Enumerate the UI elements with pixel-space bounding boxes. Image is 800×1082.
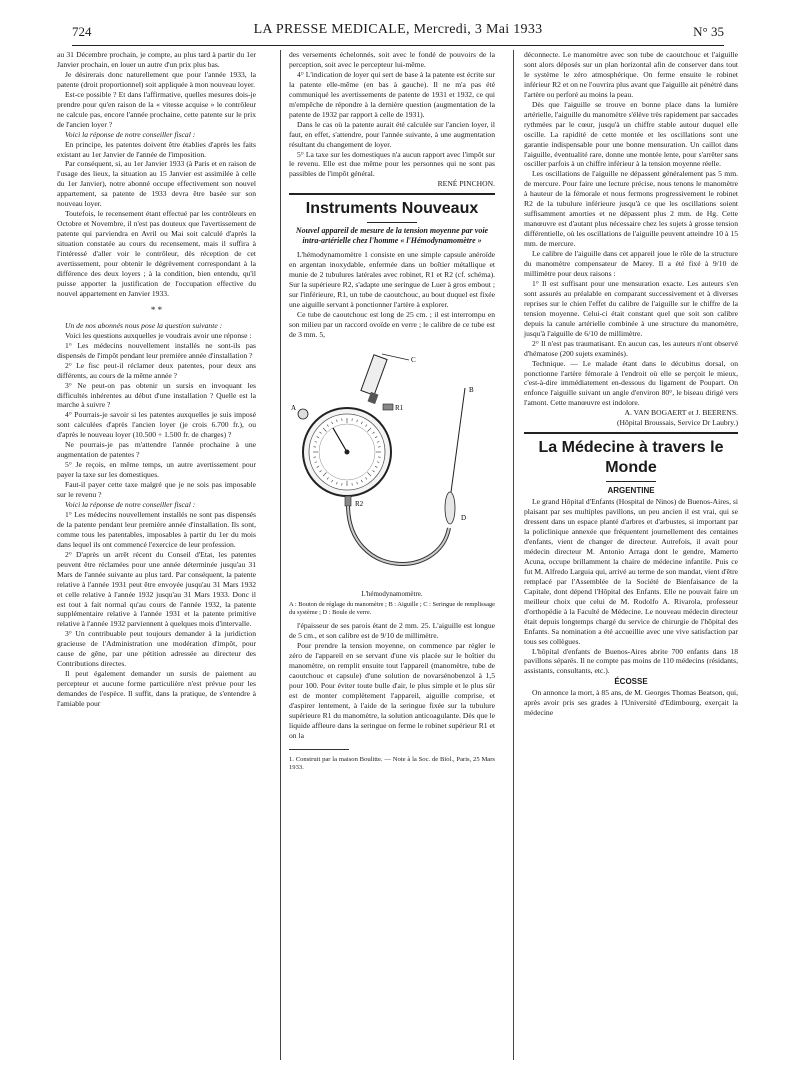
- label-a: A: [291, 403, 297, 412]
- hemodynamometer-figure: [289, 348, 495, 588]
- column-left: [57, 50, 256, 709]
- page-number: 724: [72, 24, 92, 39]
- paragraph: au 31 Décembre prochain, je compte, au plus tard à partir du 1er Janvier prochain, en louer un autre d'un prix plus bas.: [57, 50, 256, 69]
- paragraph: des versements échelonnés, soit avec le fondé de pouvoirs de la perception, soit avec le percepteur lui-même.: [289, 50, 495, 69]
- title-rule: [606, 481, 656, 482]
- country-heading: ÉCOSSE: [614, 677, 648, 687]
- paragraph: Toutefois, le recensement étant effectué par les contrôleurs en Octobre et Novembre, il n'est pas douteux que l'avertissement de patente qui parviendra en Avril ou Mai soit calculé d'après la situation constatée au cours du recensement, mais il suffira à l'intéressé d'aller voir le contrôleur, dès réception de cet avertissement, pour obtenir le dégrèvement correspondant à la différence des deux loyers ; à la condition, bien entendu, qu'il puisse apporter la justification de l'occupation effective du nouvel appartement en Janvier 1933.: [57, 209, 256, 298]
- paragraph: L'hôpital d'enfants de Buenos-Aires abrite 700 enfants dans 18 pavillons séparés. Il ne compte pas moins de 110 médecins (résidants, assistants, consultants, etc.).: [524, 646, 738, 676]
- issue-number: N° 35: [693, 24, 724, 39]
- paragraph: 3° Ne peut-on pas obtenir un sursis en invoquant les difficultés inhérentes au début d'une installation ? Quelle est la marche à suivre ?: [57, 380, 256, 410]
- paragraph: Voici les questions auxquelles je voudrais avoir une réponse :: [65, 330, 252, 340]
- glass-bulb-d: [445, 492, 455, 524]
- paragraph: Faut-il payer cette taxe malgré que je ne sois pas imposable sur le revenu ?: [57, 480, 256, 500]
- paragraph: Pour prendre la tension moyenne, on commence par régler le zéro de l'appareil en se servant d'une vis placée sur le boîtier du manomètre, on remplit ensuite tout l'appareil (manomètre, tube de caoutchouc et capsule) d'une solution de novarsénobenzol à 1,5 pour 100. Pour éviter toute bulle d'air, le plus simple et le plus sûr est de monter complètement l'appareil, aiguille comprise, et d'aspirer lentement, à l'aide de la seringue fixée sur la tubulure supérieure R1 du manomètre, la solution anticoagulante. Dès que le liquide affleure dans la seringue on ferme le robinet supérieur R1 et on la: [289, 641, 495, 740]
- hemodynamometer-drawing: [289, 348, 495, 588]
- column-divider: [513, 50, 514, 1060]
- country-heading: ARGENTINE: [607, 486, 655, 496]
- section-title: Instruments Nouveaux: [305, 200, 479, 218]
- column-middle: [289, 50, 495, 773]
- paragraph: Par conséquent, si, au 1er Janvier 1933 (à Paris et en raison de l'usage des lieux, la situation au 15 Janvier est assimilée à celle du 1er Janvier), notre abonné occupe effectivement son nouvel appartement, sa patente de 1933 devra être basée sur son nouveau loyer.: [57, 159, 256, 209]
- section-separator: * *: [150, 304, 163, 315]
- journal-title: LA PRESSE MEDICALE, Mercredi, 3 Mai 1933: [253, 22, 543, 37]
- paragraph: Technique. — Le malade étant dans le décubitus dorsal, on ponctionne l'artère fémorale à l'endroit où elle se perçoit le mieux, c'est-à-dire immédiatement en-dessous du ligament de Poupart. On enfonce l'aiguille suivant un angle d'environ 80°, le biseau dirigé vers l'amont. Cette manœuvre est indolore.: [524, 358, 738, 408]
- paragraph: Il peut également demander un sursis de paiement au percepteur et aucune forme particulière n'est prévue pour les demandes de l'espèce. Il suffit, dans la pratique, de s'entendre à l'amiable pour: [57, 669, 256, 709]
- paragraph: 2° D'après un arrêt récent du Conseil d'Etat, les patentes peuvent être réclamées pour une année déterminée jusqu'au 31 Mars de l'année suivante au plus tard. Par conséquent, la patente relative à l'année 1931 peut être envoyée jusqu'au 31 Mars 1932 et celle relative à l'année 1932 jusqu'au 31 Mars 1933. Donc il est tout à fait normal qu'au cours de l'année 1932, la patente supplémentaire relative à l'année 1931 et la patente primitive relative à l'année 1932 parviennent à quelques mois d'intervalle.: [57, 549, 256, 629]
- paragraph: Ce tube de caoutchouc est long de 25 cm. ; il est interrompu en son milieu par un raccord ovoïde en verre ; le calibre de ce tube est de 3 mm. 5,: [289, 310, 495, 339]
- rubber-tube: [348, 506, 449, 564]
- page-header: [72, 22, 724, 44]
- title-rule: [367, 222, 417, 223]
- paragraph: Voici la réponse de notre conseiller fiscal :: [65, 499, 196, 509]
- column-divider: [280, 50, 281, 1060]
- column-right: [524, 50, 738, 718]
- label-r2: R2: [355, 499, 364, 508]
- paragraph: Les oscillations de l'aiguille ne dépassent généralement pas 5 mm. de mercure. Pour faire une lecture précise, nous tenons le manomètre à hauteur de la fémorale et nous fermons progressivement le robinet R2 de la tubulure inférieure jusqu'à ce que les oscillations soient suffisamment amorties et ne dépassent plus 2 mm. de Hg. Cette manœuvre est d'autant plus nécessaire chez les sujets à grosse tension différentielle, où les oscillations de l'aiguille peuvent atteindre 10 à 15 mm. de mercure.: [524, 169, 738, 249]
- paragraph: Est-ce possible ? Et dans l'affirmative, quelles mesures dois-je prendre pour qu'en raison de la « vitesse acquise » le contrôleur ne calcule pas, encore l'année prochaine, cette patente sur le prix de l'ancien loyer ?: [57, 89, 256, 129]
- paragraph: 1° Les médecins nouvellement installés ne sont pas dispensés de la patente pendant leur première année d'installation. Ils sont, comme tous les patentables, imposables à partir du 1er du mois dans lequel ils ont commencé l'exercice de leur profession.: [57, 509, 256, 549]
- section-rule: [524, 432, 738, 434]
- paragraph: Dès que l'aiguille se trouve en bonne place dans la lumière artérielle, l'aiguille du manomètre s'élève très rapidement par saccades rythmées par le cœur, jusqu'à un chiffre stable autour duquel elle oscille. La rapidité de cette montée et les oscillations sont une garantie indispensable pour une bonne mensuration. Un caillot dans l'aiguille, éventualité rare, donne une montée lente, pour s'arrêter sans osciller parfois à un chiffre inférieur à la tension moyenne réelle.: [524, 99, 738, 169]
- section-rule: [289, 193, 495, 195]
- paragraph: 2° Il n'est pas traumatisant. En aucun cas, les auteurs n'ont observé d'hématose (200 sujets examinés).: [524, 338, 738, 358]
- paragraph: Le grand Hôpital d'Enfants (Hospital de Ninos) de Buenos-Aires, si plaisant par ses multiples pavillons, un peu ancien il est vrai, qui se dressent dans un espace planté d'arbres et d'arbustes, si important par la policlinique annexée que fréquentent journellement des centaines d'enfants, vient de changer de directeur. Autrefois, il avait pour médecin directeur M. Antonio Arraga dont le gendre, Mamerto Acuna, occupe brillamment la chaire de médecine infantile. Puis ce fut M. Alfredo Larguia qui, arrivé au terme de son mandat, vient d'être remplacé par l'Assemblée de la Société de Bienfaisance de la Capitale, dont dépend l'Hôpital des Enfants. Elle ne pouvait faire un meilleur choix que celui de M. Rodolfo A. Rivarola, professeur d'orthopédie à la Faculté de Médecine. Le nouveau médecin directeur était depuis longtemps chargé du service de chirurgie de l'hôpital des Enfants. Sa nomination a été accueillie avec une vive satisfaction par tous ses collègues.: [524, 497, 738, 646]
- needle-b: [451, 388, 465, 492]
- paragraph: déconnecte. Le manomètre avec son tube de caoutchouc et l'aiguille sont alors déposés sur un plan horizontal afin de conserver dans tout le système le zéro atmosphérique. On ferme ensuite le robinet inférieur R2 et on ne l'ouvrira plus avant que l'aiguille ait pénétré dans l'artère ou perforé au moins la peau.: [524, 50, 738, 99]
- paragraph: En principe, les patentes doivent être établies d'après les faits existant au 1er Janvier de l'année de l'imposition.: [57, 139, 256, 159]
- paragraph: Le calibre de l'aiguille dans cet appareil joue le rôle de la structure du manomètre compensateur de Marey. Il a été fixé à 9/10 de millimètre pour deux raisons :: [524, 249, 738, 278]
- paragraph: Un de nos abonnés nous pose la question suivante :: [65, 320, 223, 330]
- footnote: 1. Construit par la maison Boulitte. — Note à la Soc. de Biol., Paris, 25 Mars 1933.: [289, 755, 495, 772]
- figure-legend: A : Bouton de réglage du manomètre ; B : Aiguille ; C : Seringue de remplissage du système ; D : Boule de verre.: [289, 600, 495, 617]
- paragraph: 2° Le fisc peut-il réclamer deux patentes, pour deux ans différents, au cours de la même année ?: [57, 360, 256, 380]
- author-signature: RENÉ PINCHON.: [437, 179, 495, 189]
- paragraph: l'épaisseur de ses parois étant de 2 mm. 25. L'aiguille est longue de 5 cm., et son calibre est de 9/10 de millimètre.: [289, 621, 495, 641]
- header-rule: [72, 45, 724, 46]
- tap-r1: [383, 404, 393, 410]
- paragraph: On annonce la mort, à 85 ans, de M. Georges Thomas Beatson, qui, après avoir pris ses grades à l'Université d'Edimbourg, exerçait la médecine: [524, 688, 738, 718]
- paragraph: Dans le cas où la patente aurait été calculée sur l'ancien loyer, il faut, en effet, s'attendre, pour l'année suivante, à une augmentation résultant du changement de loyer.: [289, 119, 495, 149]
- tap-r2: [345, 496, 351, 506]
- author-signature: A. VAN BOGAERT et J. BEERENS.: [624, 408, 738, 418]
- syringe-c: [361, 354, 409, 404]
- paragraph: Voici la réponse de notre conseiller fiscal :: [65, 129, 196, 139]
- paragraph: 5° La taxe sur les domestiques n'a aucun rapport avec l'impôt sur le revenu. Elle est due même pour les personnes qui ne sont pas passibles de l'impôt général.: [289, 149, 495, 179]
- paragraph: 1° Il est suffisant pour une mensuration exacte. Les auteurs s'en sont assurés au préalable en comparant successivement et à diverses reprises sur le chien l'effet du calibre de l'aiguille sur le chiffre de la tension moyenne. Celui-ci était constant quel que soit son calibre depuis la canule artérielle combinée à une structure du manomètre, jusqu'à l'aiguille de 6/10 de millimètre.: [524, 278, 738, 338]
- author-affiliation: (Hôpital Broussais, Service Dr Laubry.): [617, 418, 738, 428]
- paragraph: 4° Pourrais-je savoir si les patentes auxquelles je suis imposé sont calculées d'après l'ancien loyer (je crois 6.700 fr.), ou d'après le nouveau loyer (10.500 + 1.500 fr. de charges) ?: [57, 410, 256, 440]
- label-b: B: [469, 385, 474, 394]
- paragraph: Ne pourrais-je pas m'attendre l'année prochaine à une augmentation de patentes ?: [57, 440, 256, 460]
- paragraph: 1° Les médecins nouvellement installés ne sont-ils pas dispensés de l'impôt pendant leur première année d'installation ?: [57, 340, 256, 360]
- paragraph: 3° Un contribuable peut toujours demander à la juridiction gracieuse de l'Administration une modération d'impôt, pour cause de gêne, par une pétition adressée au directeur des Contributions directes.: [57, 629, 256, 669]
- article-subtitle: Nouvel appareil de mesure de la tension moyenne par voie intra-artérielle chez l'homme « l'Hémodynamomètre »: [295, 226, 489, 246]
- label-r1: R1: [395, 403, 404, 412]
- figure-caption: L'hémodynamomètre.: [361, 589, 423, 598]
- paragraph: 5° Je reçois, en même temps, un autre avertissement pour payer la taxe sur les domestiques.: [57, 460, 256, 480]
- paragraph: 4° L'indication de loyer qui sert de base à la patente est écrite sur la patente elle-même (en bas à gauche). Il ne m'a pas été communiqué les avertissements de patente de 1931 et 1932, ce qui m'empêche de répondre à la dernière question (augmentation de la patente de 1932 par rapport à celle de 1931).: [289, 69, 495, 119]
- footnote-rule: [289, 749, 349, 750]
- paragraph: Je désirerais donc naturellement que pour l'année 1933, la patente (droit proportionnel) soit appliquée à mon nouveau loyer.: [57, 69, 256, 89]
- section-title: La Médecine à travers le Monde: [538, 439, 724, 477]
- paragraph: L'hémodynamomètre 1 consiste en une simple capsule anéroïde en argentan inoxydable, enfermée dans un boîtier métallique et munie de 2 tubulures latérales avec robinet, R1 et R2 (cf. schéma). Sur la supérieure R2, s'adapte une seringue de Luer à gros embout ; sur l'inférieure, R1, un tube de caoutchouc, au bout duquel est fixée une aiguille servant à ponctionner l'artère à explorer.: [289, 250, 495, 310]
- label-c: C: [411, 355, 416, 364]
- adjust-knob-a: [298, 409, 308, 419]
- label-d: D: [461, 513, 467, 522]
- manometer-dial: [303, 408, 391, 496]
